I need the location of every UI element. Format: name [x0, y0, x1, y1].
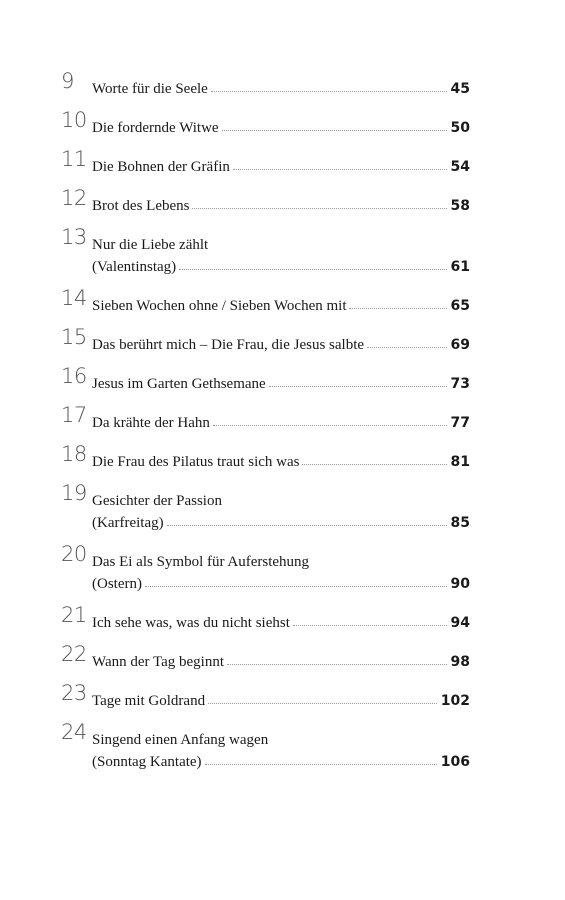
page-number: 50 — [450, 120, 470, 136]
dot-leader — [367, 347, 446, 348]
chapter-number: 24 — [61, 720, 87, 744]
chapter-number: 13 — [61, 225, 87, 249]
chapter-title: Sieben Wochen ohne / Sieben Wochen mit — [92, 298, 347, 314]
page-number: 45 — [450, 81, 470, 97]
chapter-title: Gesichter der Passion — [92, 493, 222, 509]
page-number: 77 — [450, 415, 470, 431]
chapter-number: 21 — [61, 603, 87, 627]
chapter-number: 15 — [61, 325, 87, 349]
page-number: 69 — [450, 337, 470, 353]
chapter-subtitle: (Sonntag Kantate) — [92, 754, 202, 770]
page-number: 61 — [450, 259, 470, 275]
chapter-number: 23 — [61, 681, 87, 705]
page-number: 102 — [440, 693, 470, 709]
dot-leader — [167, 525, 447, 526]
dot-leader — [179, 269, 446, 270]
dot-leader — [302, 464, 446, 465]
chapter-title: Da krähte der Hahn — [92, 415, 210, 431]
chapter-subtitle: (Ostern) — [92, 576, 142, 592]
chapter-title: Singend einen Anfang wagen — [92, 732, 269, 748]
chapter-title: Das berührt mich – Die Frau, die Jesus salbte — [92, 337, 365, 353]
chapter-number: 16 — [61, 364, 87, 388]
page-number: 73 — [450, 376, 470, 392]
chapter-number: 12 — [61, 186, 87, 210]
dot-leader — [192, 208, 446, 209]
chapter-title: Nur die Liebe zählt — [92, 237, 209, 253]
chapter-number: 22 — [61, 642, 87, 666]
page-number: 90 — [450, 576, 470, 592]
dot-leader — [269, 386, 447, 387]
chapter-number: 11 — [61, 147, 87, 171]
chapter-number: 9 — [61, 69, 74, 93]
dot-leader — [208, 703, 437, 704]
chapter-title: Die fordernde Witwe — [92, 120, 219, 136]
chapter-number: 17 — [61, 403, 87, 427]
page-number: 81 — [450, 454, 470, 470]
chapter-title: Tage mit Goldrand — [92, 693, 206, 709]
page-number: 58 — [450, 198, 470, 214]
page-number: 94 — [450, 615, 470, 631]
chapter-title: Das Ei als Symbol für Auferstehung — [92, 554, 310, 570]
dot-leader — [233, 169, 447, 170]
chapter-subtitle: (Karfreitag) — [92, 515, 164, 531]
chapter-title: Wann der Tag beginnt — [92, 654, 225, 670]
dot-leader — [211, 91, 447, 92]
dot-leader — [213, 425, 447, 426]
chapter-title: Jesus im Garten Gethsemane — [92, 376, 266, 392]
chapter-number: 10 — [61, 108, 87, 132]
page-number: 98 — [450, 654, 470, 670]
chapter-number: 14 — [61, 286, 87, 310]
chapter-number: 20 — [61, 542, 87, 566]
chapter-title: Worte für die Seele — [92, 81, 208, 97]
chapter-title: Brot des Lebens — [92, 198, 190, 214]
page-number: 85 — [450, 515, 470, 531]
dot-leader — [227, 664, 447, 665]
chapter-title: Die Frau des Pilatus traut sich was — [92, 454, 300, 470]
page-number: 54 — [450, 159, 470, 175]
chapter-number: 19 — [61, 481, 87, 505]
dot-leader — [222, 130, 447, 131]
dot-leader — [205, 764, 437, 765]
page-number: 65 — [450, 298, 470, 314]
chapter-number: 18 — [61, 442, 87, 466]
page-number: 106 — [440, 754, 470, 770]
dot-leader — [293, 625, 447, 626]
dot-leader — [349, 308, 446, 309]
chapter-title: Ich sehe was, was du nicht siehst — [92, 615, 290, 631]
chapter-subtitle: (Valentinstag) — [92, 259, 177, 275]
chapter-title: Die Bohnen der Gräfin — [92, 159, 230, 175]
dot-leader — [145, 586, 447, 587]
